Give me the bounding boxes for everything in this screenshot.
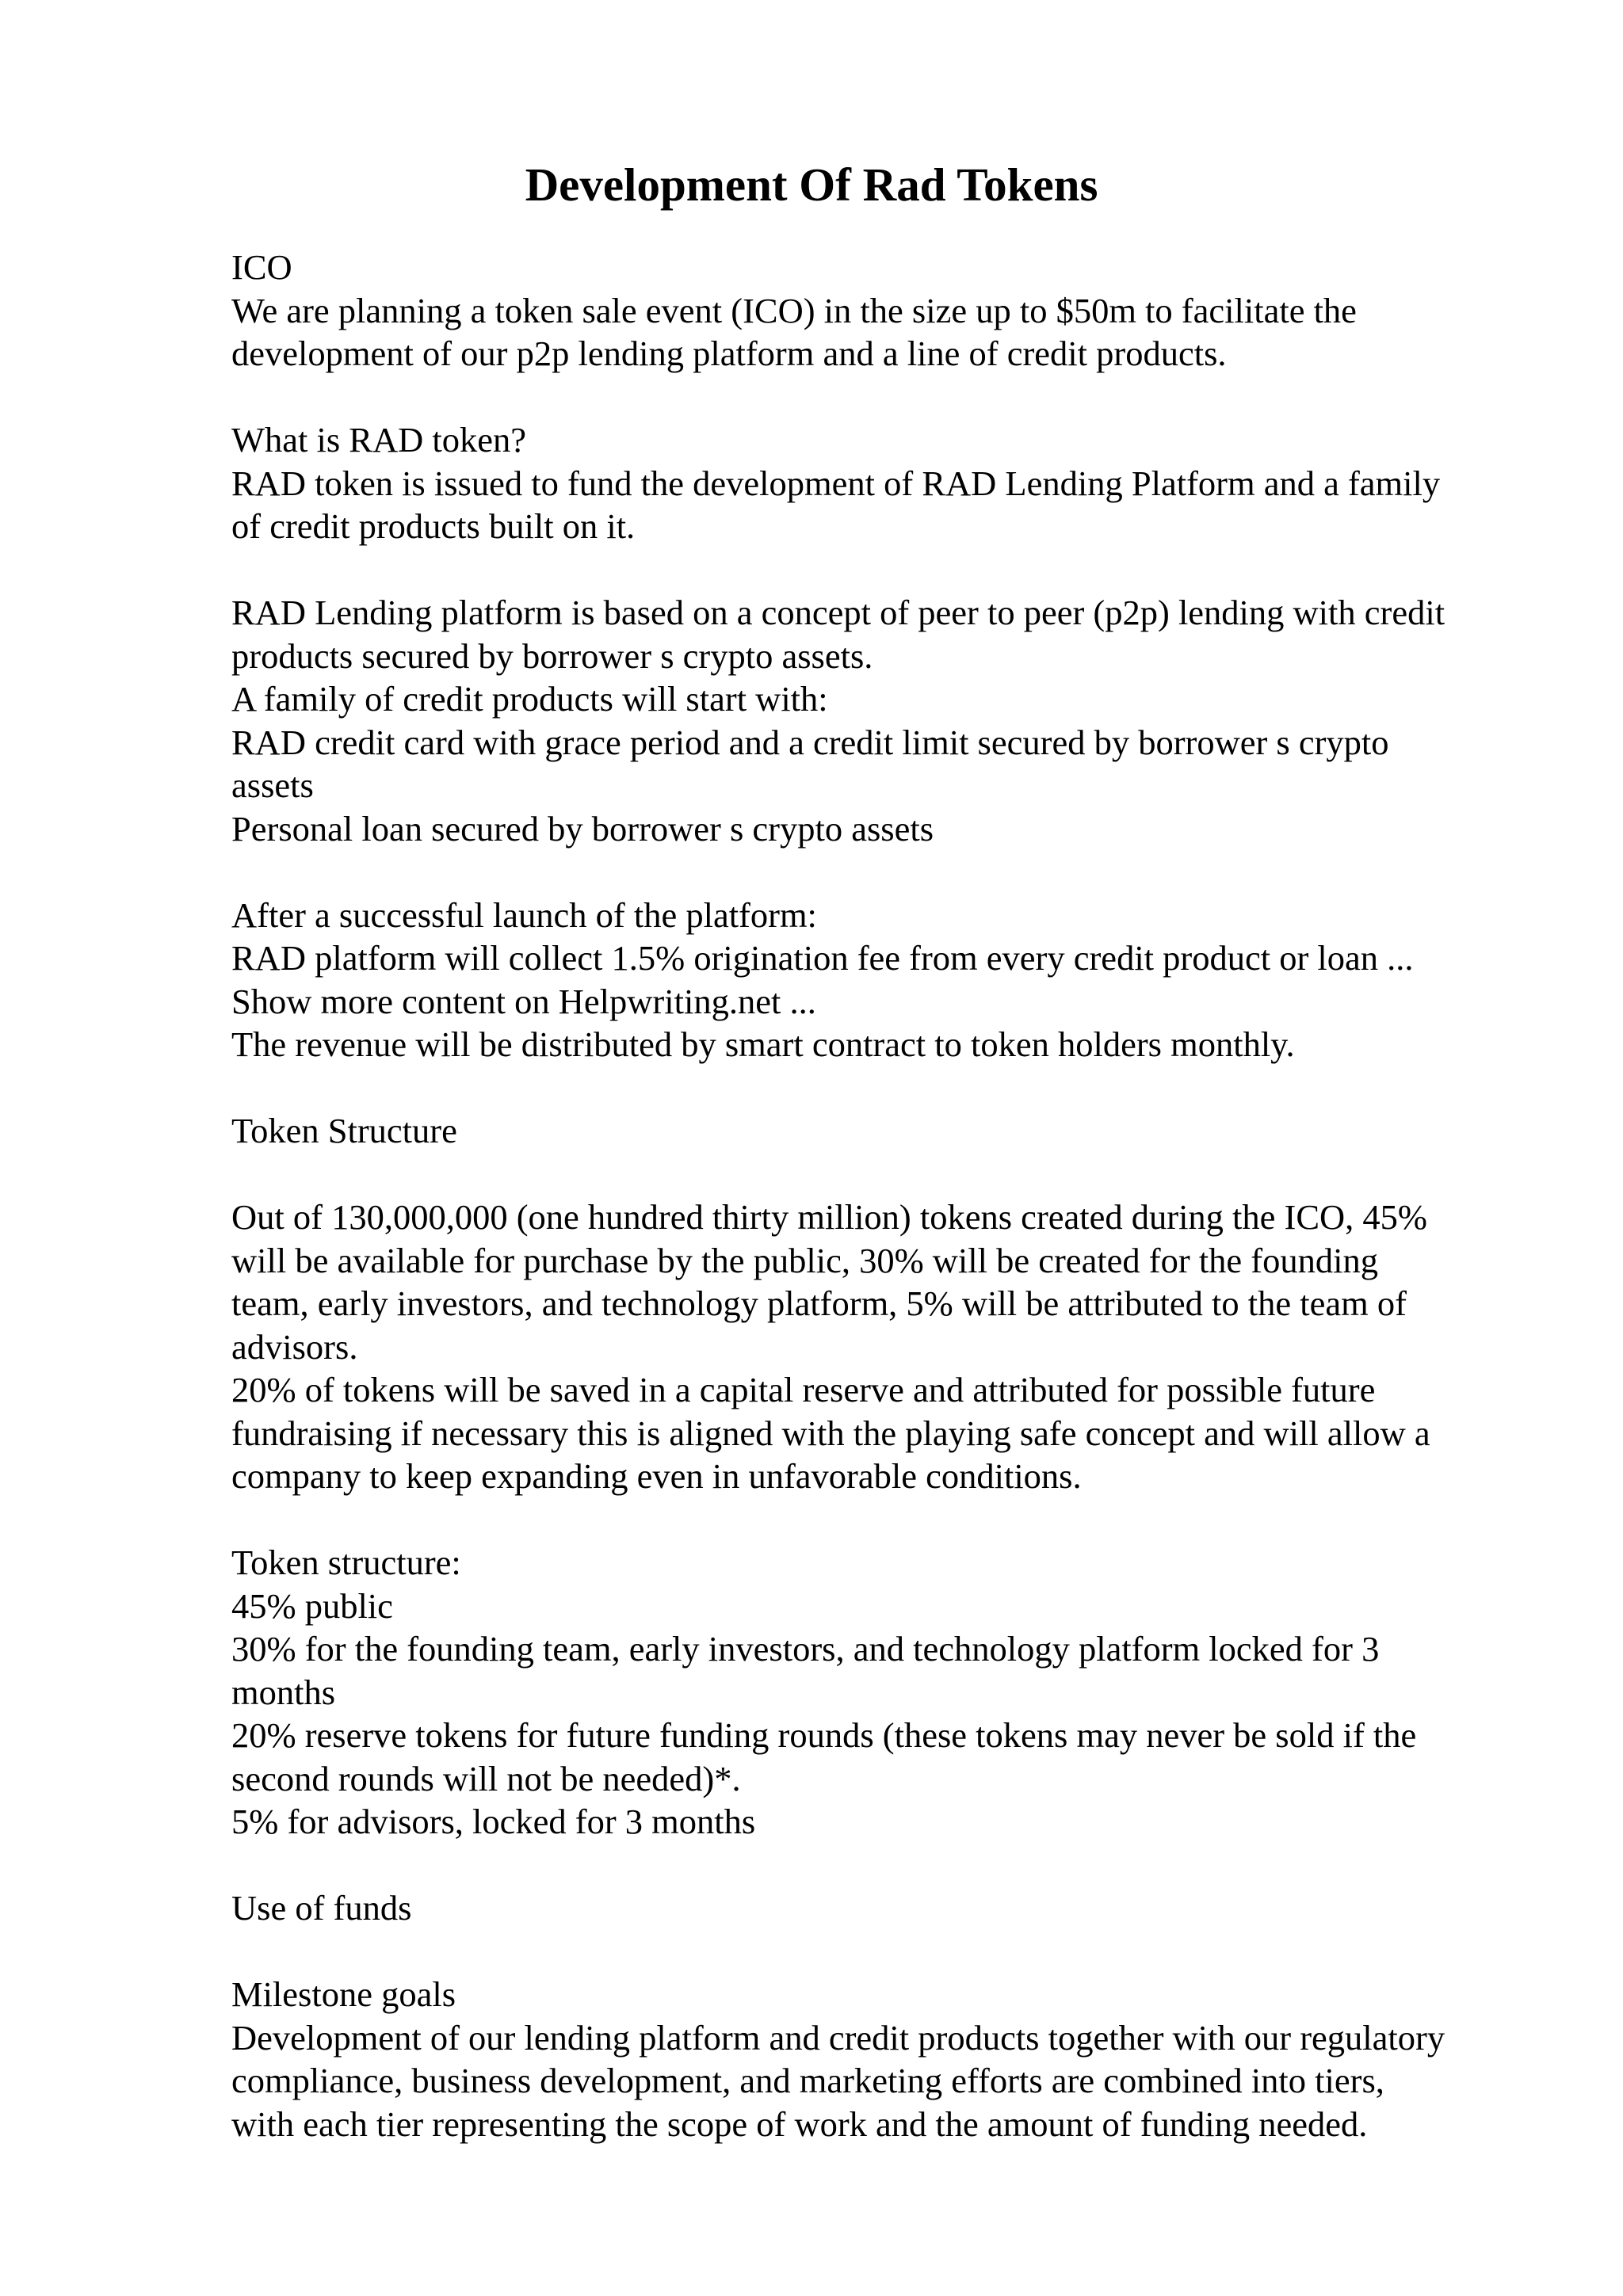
blank-line (231, 376, 1594, 419)
text-line: 45% public (231, 1585, 393, 1626)
text-line: advisors. (231, 1326, 358, 1367)
text-line: We are planning a token sale event (ICO) in the size up to $50m to facilitate the (231, 290, 1357, 330)
text-line: Personal loan secured by borrower s crypto assets (231, 808, 934, 849)
text-line: RAD Lending platform is based on a concept of peer to peer (p2p) lending with credit (231, 593, 1445, 632)
blank-line (231, 1498, 1594, 1542)
text-line: Development of our lending platform and credit products together with our regulatory (231, 2017, 1445, 2058)
text-line: company to keep expanding even in unfavorable conditions. (231, 1456, 1082, 1496)
text-line: assets (231, 765, 314, 805)
text-line: with each tier representing the scope of work and the amount of funding needed. (231, 2103, 1368, 2144)
text-line: development of our p2p lending platform and a line of credit products. (231, 334, 1227, 373)
blank-line (231, 1844, 1594, 1887)
text-line: Show more content on Helpwriting.net ... (231, 981, 816, 1021)
text-line: A family of credit products will start with: (231, 679, 828, 719)
text-line: Use of funds (231, 1888, 412, 1928)
text-line: ICO (231, 247, 292, 287)
text-line: After a successful launch of the platform: (231, 894, 817, 935)
text-line: 30% for the founding team, early investors, and technology platform locked for 3 (231, 1629, 1380, 1669)
blank-line (231, 1066, 1594, 1110)
text-line: RAD token is issued to fund the development of RAD Lending Platform and a family (231, 463, 1441, 503)
text-line: What is RAD token? (231, 420, 526, 460)
text-line: Out of 130,000,000 (one hundred thirty million) tokens created during the ICO, 45% (231, 1197, 1428, 1237)
text-line: RAD platform will collect 1.5% origination fee from every credit product or loan ... (231, 938, 1414, 978)
text-line: Token Structure (231, 1111, 457, 1150)
text-line: Token structure: (231, 1543, 461, 1582)
text-line: fundraising if necessary this is aligned with the playing safe concept and will allow a (231, 1413, 1430, 1453)
text-line: second rounds will not be needed)*. (231, 1758, 741, 1798)
blank-line (231, 1153, 1594, 1196)
text-line: 20% reserve tokens for future funding rounds (these tokens may never be sold if the (231, 1715, 1417, 1755)
text-line: 20% of tokens will be saved in a capital reserve and attributed for possible future (231, 1370, 1376, 1409)
text-line: Milestone goals (231, 1974, 456, 2014)
text-line: products secured by borrower s crypto assets. (231, 635, 873, 676)
page-title: Development Of Rad Tokens (525, 158, 1098, 211)
blank-line (231, 1930, 1594, 1974)
text-line: The revenue will be distributed by smart contract to token holders monthly. (231, 1024, 1295, 1064)
blank-line (231, 548, 1594, 592)
text-line: will be available for purchase by the public, 30% will be created for the founding (231, 1240, 1378, 1280)
text-line: 5% for advisors, locked for 3 months (231, 1802, 756, 1841)
text-line: months (231, 1672, 336, 1712)
blank-line (231, 850, 1594, 894)
text-line: RAD credit card with grace period and a credit limit secured by borrower s crypto (231, 722, 1389, 762)
text-line: compliance, business development, and marketing efforts are combined into tiers, (231, 2061, 1384, 2100)
text-line: team, early investors, and technology platform, 5% will be attributed to the team of (231, 1283, 1407, 1323)
document-body (231, 246, 1594, 2145)
text-line: of credit products built on it. (231, 506, 636, 546)
